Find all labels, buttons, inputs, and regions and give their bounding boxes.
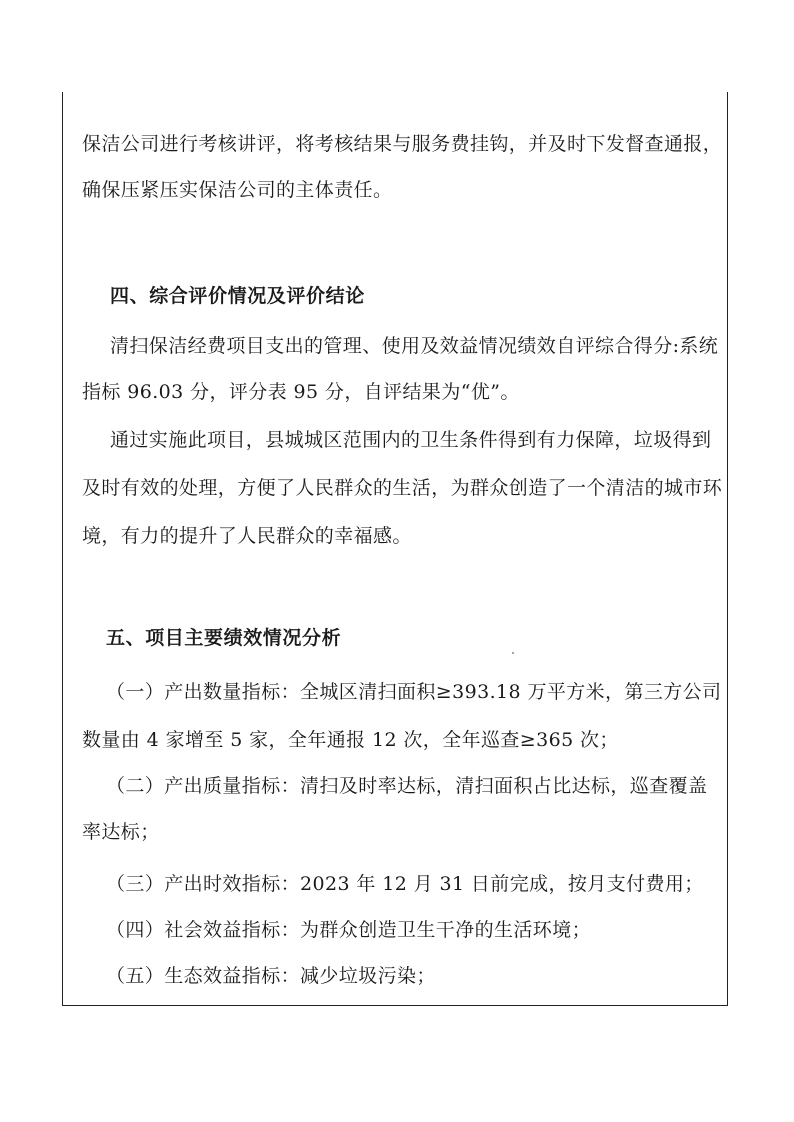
section-5-item-5: （五）生态效益指标：减少垃圾污染；	[106, 965, 436, 987]
section-5-item-1-line-2: 数量由 4 家增至 5 家，全年通报 12 次，全年巡查≥365 次；	[82, 729, 619, 751]
section-4-para-2-line-3: 境，有力的提升了人民群众的幸福感。	[82, 525, 412, 547]
continuation-line-2: 确保压紧压实保洁公司的主体责任。	[82, 179, 393, 201]
section-4-heading: 四、综合评价情况及评价结论	[110, 285, 365, 307]
section-4-para-1-line-2: 指标 96.03 分，评分表 95 分，自评结果为“优”。	[82, 381, 520, 403]
document-frame	[62, 92, 728, 1006]
scan-speck	[512, 652, 514, 654]
section-5-item-3: （三）产出时效指标：2023 年 12 月 31 日前完成，按月支付费用；	[106, 873, 704, 895]
section-4-para-1-line-1: 清扫保洁经费项目支出的管理、使用及效益情况绩效自评综合得分:系统	[110, 335, 719, 357]
section-5-item-2-line-1: （二）产出质量指标：清扫及时率达标，清扫面积占比达标，巡查覆盖	[106, 775, 708, 797]
section-5-item-4: （四）社会效益指标：为群众创造卫生干净的生活环境；	[106, 919, 592, 941]
section-5-item-1-line-1: （一）产出数量指标：全城区清扫面积≥393.18 万平方米，第三方公司	[106, 681, 722, 703]
continuation-line-1: 保洁公司进行考核讲评，将考核结果与服务费挂钩，并及时下发督查通报，	[82, 133, 723, 155]
section-4-para-2-line-2: 及时有效的处理，方便了人民群众的生活，为群众创造了一个清洁的城市环	[82, 477, 723, 499]
section-4-para-2-line-1: 通过实施此项目，县城城区范围内的卫生条件得到有力保障，垃圾得到	[110, 429, 712, 451]
section-5-item-2-line-2: 率达标；	[82, 821, 160, 843]
section-5-heading: 五、项目主要绩效情况分析	[106, 627, 342, 649]
